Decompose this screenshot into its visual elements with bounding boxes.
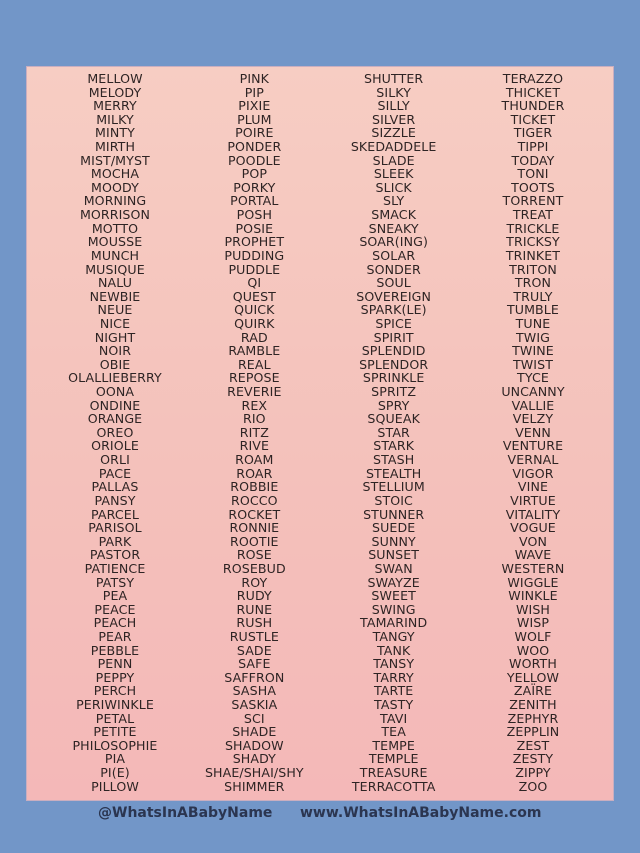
name-entry: TASTY xyxy=(374,697,414,713)
name-entry: TANGY xyxy=(372,628,415,644)
name-entry: WOO xyxy=(516,642,550,658)
name-entry: STARK xyxy=(373,438,415,454)
name-entry: SHADE xyxy=(232,724,277,740)
name-entry: PEACE xyxy=(94,601,136,617)
name-entry: ORIOLE xyxy=(91,438,139,454)
name-entry: PUDDLE xyxy=(228,261,281,277)
name-columns xyxy=(27,72,615,793)
name-list-card xyxy=(26,66,614,801)
name-entry: MORRISON xyxy=(79,207,151,223)
name-entry: MELODY xyxy=(88,84,142,100)
name-entry: ROSE xyxy=(236,547,272,563)
name-entry: STOIC xyxy=(374,492,413,508)
name-entry: TUNE xyxy=(515,315,551,331)
name-entry: PROPHET xyxy=(224,234,285,250)
name-entry: QUICK xyxy=(234,302,275,318)
name-entry: WORTH xyxy=(509,656,557,672)
name-entry: POIRE xyxy=(235,125,274,141)
name-entry: SPLENDID xyxy=(361,343,426,359)
name-entry: RONNIE xyxy=(229,520,280,536)
name-entry: PIXIE xyxy=(238,98,271,114)
name-entry: PEACH xyxy=(93,615,137,631)
name-column-4 xyxy=(465,72,601,793)
name-entry: MUNCH xyxy=(90,247,140,263)
name-entry: PORKY xyxy=(233,179,276,195)
name-entry: MIRTH xyxy=(94,139,136,155)
name-entry: PHILOSOPHIE xyxy=(72,737,158,753)
name-entry: ROAM xyxy=(235,452,274,468)
social-handle: @WhatsInABabyName xyxy=(98,805,273,821)
name-entry: TICKET xyxy=(510,111,556,127)
name-entry: MUSIQUE xyxy=(85,261,145,277)
name-entry: TANSY xyxy=(373,656,415,672)
name-entry: ZAÏRE xyxy=(513,683,553,699)
name-entry: ONDINE xyxy=(89,397,141,413)
name-entry: TARTE xyxy=(373,683,414,699)
website-url: www.WhatsInABabyName.com xyxy=(300,805,542,821)
name-entry: SPRY xyxy=(377,397,410,413)
name-entry: VENN xyxy=(515,424,551,440)
name-entry: REAL xyxy=(237,356,271,372)
name-entry: SAFFRON xyxy=(224,669,285,685)
name-entry: ZOO xyxy=(518,778,548,794)
name-entry: ROBBIE xyxy=(230,479,279,495)
name-entry: TERAZZO xyxy=(502,71,564,86)
name-entry: PIA xyxy=(104,751,126,767)
name-entry: OONA xyxy=(95,384,135,400)
name-entry: STAR xyxy=(377,424,410,440)
name-entry: PIP xyxy=(244,84,264,100)
name-entry: TRICKLE xyxy=(506,220,560,236)
name-entry: OLALLIEBERRY xyxy=(68,370,162,386)
name-entry: WAVE xyxy=(514,547,552,563)
name-entry: ORANGE xyxy=(87,411,143,427)
name-entry: PARCEL xyxy=(91,506,139,522)
name-entry: WINKLE xyxy=(508,588,558,604)
name-entry: TONI xyxy=(517,166,549,182)
name-entry: WOLF xyxy=(514,628,552,644)
name-entry: STASH xyxy=(373,452,415,468)
name-entry: TARRY xyxy=(373,669,414,685)
name-entry: POP xyxy=(241,166,268,182)
name-entry: SHAE/SHAI/SHY xyxy=(204,765,304,781)
name-entry: MOUSSE xyxy=(87,234,143,250)
name-entry: SAFE xyxy=(238,656,271,672)
name-entry: SHADY xyxy=(232,751,276,767)
name-entry: POODLE xyxy=(227,152,281,168)
name-entry: SPARK(LE) xyxy=(360,302,427,318)
name-entry: TWINE xyxy=(512,343,554,359)
name-entry: MORNING xyxy=(83,193,147,209)
name-entry: PEAR xyxy=(98,628,132,644)
name-entry: SONDER xyxy=(366,261,421,277)
name-entry: TREASURE xyxy=(359,765,428,781)
name-entry: SKEDADDELE xyxy=(350,139,437,155)
name-entry: TWIG xyxy=(515,329,550,345)
name-entry: POSIE xyxy=(235,220,274,236)
name-entry: OREO xyxy=(96,424,134,440)
name-entry: PEPPY xyxy=(95,669,135,685)
name-entry: VERNAL xyxy=(507,452,559,468)
name-entry: RIVE xyxy=(239,438,270,454)
name-entry: SWING xyxy=(371,601,416,617)
name-entry: ROCCO xyxy=(230,492,278,508)
name-entry: RITZ xyxy=(239,424,269,440)
name-entry: SOUL xyxy=(376,275,411,291)
name-entry: SASKIA xyxy=(231,697,278,713)
name-entry: STELLIUM xyxy=(362,479,425,495)
name-entry: PONDER xyxy=(227,139,282,155)
name-entry: SPRINKLE xyxy=(362,370,425,386)
name-entry: VIGOR xyxy=(512,465,554,481)
name-entry: SLADE xyxy=(372,152,415,168)
name-entry: TRITON xyxy=(509,261,557,277)
name-entry: SLY xyxy=(382,193,405,209)
name-entry: PEA xyxy=(102,588,128,604)
name-entry: SPIRIT xyxy=(373,329,414,345)
name-entry: PATIENCE xyxy=(84,560,146,576)
name-entry: SHUTTER xyxy=(364,71,424,86)
name-entry: PATSY xyxy=(95,574,135,590)
name-column-1 xyxy=(47,72,183,793)
name-entry: TANK xyxy=(376,642,411,658)
name-entry: STUNNER xyxy=(363,506,425,522)
name-entry: SILVER xyxy=(372,111,416,127)
name-entry: ROSEBUD xyxy=(222,560,286,576)
name-entry: TERRACOTTA xyxy=(351,778,436,794)
name-entry: PUDDING xyxy=(224,247,285,263)
name-entry: SUEDE xyxy=(371,520,416,536)
name-entry: REX xyxy=(241,397,268,413)
name-entry: WISH xyxy=(515,601,550,617)
name-entry: THUNDER xyxy=(501,98,565,114)
name-entry: RUSTLE xyxy=(229,628,279,644)
name-entry: TODAY xyxy=(511,152,555,168)
name-entry: MINTY xyxy=(95,125,135,141)
name-entry: PERCH xyxy=(93,683,137,699)
name-entry: TEMPLE xyxy=(368,751,419,767)
name-entry: SHIMMER xyxy=(224,778,285,794)
name-entry: RUDY xyxy=(236,588,272,604)
name-entry: SLICK xyxy=(375,179,412,195)
name-entry: WESTERN xyxy=(501,560,565,576)
name-entry: RIO xyxy=(242,411,266,427)
name-entry: SQUEAK xyxy=(367,411,420,427)
name-entry: YELLOW xyxy=(506,669,560,685)
name-entry: WIGGLE xyxy=(507,574,559,590)
name-entry: SOLAR xyxy=(372,247,416,263)
name-entry: VELZY xyxy=(512,411,554,427)
name-entry: TRINKET xyxy=(505,247,561,263)
name-entry: SILKY xyxy=(376,84,412,100)
name-entry: RAMBLE xyxy=(228,343,281,359)
name-entry: TWIST xyxy=(512,356,553,372)
name-entry: VENTURE xyxy=(502,438,564,454)
name-entry: PORTAL xyxy=(230,193,279,209)
name-entry: SCI xyxy=(243,710,265,726)
name-entry: PILLOW xyxy=(91,778,139,794)
name-entry: MOCHA xyxy=(90,166,140,182)
name-entry: POSH xyxy=(236,207,273,223)
name-entry: TRON xyxy=(514,275,552,291)
name-entry: NICE xyxy=(99,315,131,331)
footer xyxy=(0,803,640,825)
name-entry: RUNE xyxy=(236,601,273,617)
name-entry: ROCKET xyxy=(228,506,281,522)
name-entry: OBIE xyxy=(99,356,131,372)
name-entry: STEALTH xyxy=(365,465,422,481)
name-entry: VIRTUE xyxy=(510,492,556,508)
name-entry: PETAL xyxy=(95,710,135,726)
name-column-2 xyxy=(186,72,322,793)
name-entry: TRULY xyxy=(513,288,553,304)
name-entry: PEBBLE xyxy=(90,642,140,658)
name-entry: SUNSET xyxy=(368,547,420,563)
name-entry: SWAYZE xyxy=(367,574,420,590)
name-entry: SNEAKY xyxy=(368,220,419,236)
name-entry: VOGUE xyxy=(510,520,556,536)
name-entry: MIST/MYST xyxy=(80,152,150,168)
name-entry: PI(E) xyxy=(100,765,130,781)
name-entry: ZESTY xyxy=(512,751,554,767)
name-entry: VALLIE xyxy=(511,397,555,413)
name-entry: MELLOW xyxy=(87,71,143,86)
name-entry: REPOSE xyxy=(228,370,280,386)
name-entry: MILKY xyxy=(96,111,134,127)
name-entry: ROOTIE xyxy=(230,533,279,549)
name-entry: PLUM xyxy=(237,111,272,127)
name-entry: TEMPE xyxy=(372,737,415,753)
name-entry: SIZZLE xyxy=(371,125,416,141)
name-entry: TYCE xyxy=(517,370,549,386)
name-entry: NOIR xyxy=(98,343,132,359)
name-entry: ZENITH xyxy=(509,697,557,713)
name-entry: PACE xyxy=(98,465,132,481)
name-entry: SPICE xyxy=(375,315,412,331)
name-entry: TOOTS xyxy=(511,179,555,195)
name-entry: TIPPI xyxy=(517,139,549,155)
name-entry: QUEST xyxy=(232,288,276,304)
name-entry: ZEST xyxy=(516,737,550,753)
name-entry: TORRENT xyxy=(502,193,564,209)
name-entry: VINE xyxy=(517,479,549,495)
name-entry: SHADOW xyxy=(224,737,284,753)
name-entry: SWEET xyxy=(371,588,416,604)
name-entry: SADE xyxy=(236,642,272,658)
name-entry: PINK xyxy=(239,71,270,86)
name-entry: SOAR(ING) xyxy=(359,234,428,250)
name-entry: SILLY xyxy=(377,98,410,114)
name-entry: PARK xyxy=(98,533,132,549)
name-entry: THICKET xyxy=(505,84,561,100)
name-entry: PALLAS xyxy=(91,479,139,495)
name-entry: UNCANNY xyxy=(501,384,565,400)
name-entry: SUNNY xyxy=(371,533,416,549)
name-entry: MERRY xyxy=(93,98,137,114)
name-entry: ZIPPY xyxy=(515,765,551,781)
name-entry: ROAR xyxy=(236,465,273,481)
name-entry: SASHA xyxy=(232,683,277,699)
name-entry: TREAT xyxy=(512,207,554,223)
name-entry: QI xyxy=(247,275,262,291)
name-entry: ORLI xyxy=(100,452,130,468)
name-entry: NIGHT xyxy=(94,329,136,345)
name-entry: RAD xyxy=(240,329,268,345)
name-entry: TAVI xyxy=(380,710,408,726)
name-entry: TUMBLE xyxy=(506,302,559,318)
name-entry: TAMARIND xyxy=(360,615,428,631)
name-entry: NEWBIE xyxy=(89,288,141,304)
name-entry: ZEPPLIN xyxy=(506,724,560,740)
name-entry: VITALITY xyxy=(505,506,561,522)
name-entry: SMACK xyxy=(371,207,417,223)
name-entry: SWAN xyxy=(374,560,413,576)
name-entry: SLEEK xyxy=(373,166,414,182)
name-column-3 xyxy=(326,72,462,793)
name-entry: VON xyxy=(518,533,547,549)
name-entry: PANSY xyxy=(94,492,136,508)
name-entry: QUIRK xyxy=(234,315,275,331)
name-entry: TEA xyxy=(381,724,406,740)
name-entry: WISP xyxy=(516,615,550,631)
name-entry: RUSH xyxy=(236,615,273,631)
name-entry: SPLENDOR xyxy=(359,356,429,372)
name-entry: PASTOR xyxy=(89,547,141,563)
name-entry: NEUE xyxy=(97,302,133,318)
name-entry: ROY xyxy=(241,574,268,590)
name-entry: TIGER xyxy=(513,125,553,141)
name-entry: PENN xyxy=(97,656,133,672)
name-entry: PERIWINKLE xyxy=(76,697,154,713)
name-entry: PARISOL xyxy=(88,520,142,536)
name-entry: ZEPHYR xyxy=(507,710,559,726)
name-entry: MOTTO xyxy=(91,220,139,236)
name-entry: SPRITZ xyxy=(371,384,417,400)
name-entry: SOVEREIGN xyxy=(356,288,432,304)
name-entry: TRICKSY xyxy=(506,234,560,250)
name-entry: MOODY xyxy=(91,179,139,195)
name-entry: PETITE xyxy=(93,724,137,740)
name-entry: REVERIE xyxy=(227,384,282,400)
name-entry: NALU xyxy=(97,275,133,291)
